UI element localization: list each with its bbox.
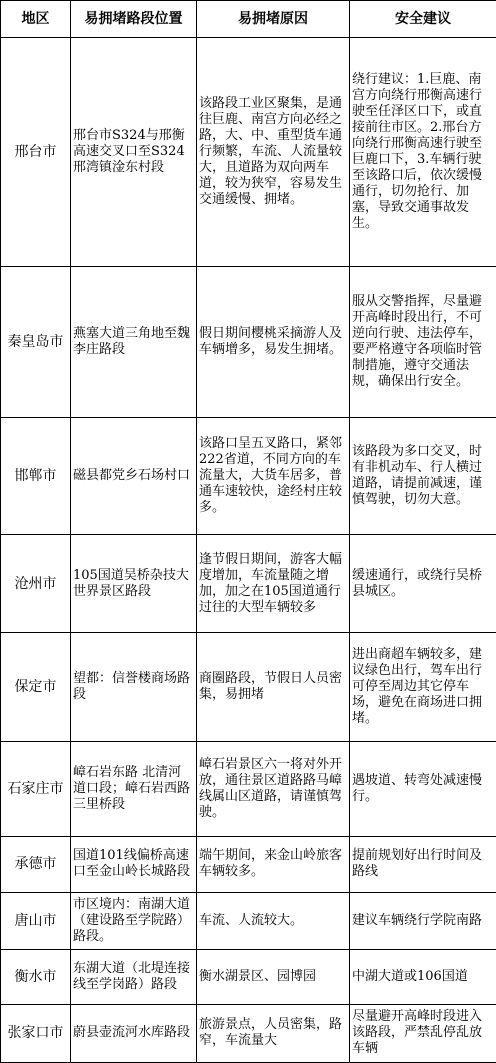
cell-region: 邢台市 [1, 38, 71, 267]
cell-region: 秦皇岛市 [1, 267, 71, 417]
table-row [1, 267, 496, 417]
cell-region: 石家庄市 [1, 742, 71, 836]
cell-reason: 假日期间樱桃采摘游人及车辆增多，易发生拥堵。 [197, 267, 350, 417]
header-region: 地区 [1, 1, 71, 38]
table-row [1, 742, 496, 836]
cell-advice: 尽量避开高峰时段进入该路段，严禁乱停乱放车辆 [350, 1004, 496, 1062]
header-advice: 安全建议 [350, 1, 496, 38]
cell-advice: 进出商超车辆较多，建议绿色出行，驾车出行可停至周边其它停车场，避免在商场进口拥堵。 [350, 633, 496, 742]
table-row [1, 1004, 496, 1062]
cell-advice: 缓速通行，或绕行吴桥县城区。 [350, 534, 496, 632]
cell-reason: 商圈路段，节假日人员密集，易拥堵 [197, 633, 350, 742]
cell-location: 市区境内：南湖大道（建设路至学院路）路段。 [71, 892, 197, 949]
table-row [1, 417, 496, 534]
cell-reason: 该路段工业区聚集，是通往巨鹿、南宫方向必经之路，大、中、重型货车通行频繁，车流、人流量较大，且道路为双向两车道，较为狭窄，容易发生交通缓慢、拥堵。 [197, 38, 350, 267]
cell-advice: 提前规划好出行时间及路线 [350, 836, 496, 892]
cell-location: 嶂石岩东路 北清河道口段；嶂石岩西路 三里桥段 [71, 742, 197, 836]
cell-reason: 车流、人流较大。 [197, 892, 350, 949]
cell-advice: 中湖大道或106国道 [350, 949, 496, 1004]
cell-advice: 建议车辆绕行学院南路 [350, 892, 496, 949]
cell-region: 邯郸市 [1, 417, 71, 534]
cell-reason: 旅游景点，人员密集，路窄，车流量大 [197, 1004, 350, 1062]
cell-location: 邢台市S324与邢衡高速交叉口至S324邢湾镇淦东村段 [71, 38, 197, 267]
table-row [1, 949, 496, 1004]
table-row [1, 892, 496, 949]
cell-reason: 衡水湖景区、园博园 [197, 949, 350, 1004]
cell-location: 燕塞大道三角地至魏李庄路段 [71, 267, 197, 417]
cell-advice: 遇坡道、转弯处减速慢行。 [350, 742, 496, 836]
cell-location: 磁县都党乡石场村口 [71, 417, 197, 534]
cell-location: 105国道吴桥杂技大世界景区路段 [71, 534, 197, 632]
table-row [1, 38, 496, 267]
cell-reason: 嶂石岩景区六一将对外开放，通往景区道路路马嶂线属山区道路，请谨慎驾驶。 [197, 742, 350, 836]
cell-advice: 服从交警指挥，尽量避开高峰时段出行，不可逆向行驶、违法停车，要严格遵守各项临时管制措施，遵守交通法规，确保出行安全。 [350, 267, 496, 417]
cell-region: 衡水市 [1, 949, 71, 1004]
cell-region: 承德市 [1, 836, 71, 892]
cell-advice: 该路段为多口交叉，时有非机动车、行人横过道路，请提前减速，谨慎驾驶，切勿大意。 [350, 417, 496, 534]
table-header-row [1, 1, 496, 38]
cell-region: 保定市 [1, 633, 71, 742]
cell-advice: 绕行建议：1.巨鹿、南宫方向绕行邢衡高速行驶至任泽区口下，或直接前往市区。2.邢台方向绕行邢衡高速行驶至巨鹿口下，3.车辆行驶至该路口后，依次缓慢通行，切勿抢行、加塞，导致交通事故发生。 [350, 38, 496, 267]
table-row [1, 633, 496, 742]
cell-reason: 逢节假日期间，游客大幅度增加，车流量随之增加，加之在105国道通行过往的大型车辆较多 [197, 534, 350, 632]
cell-reason: 该路口呈五叉路口，紧邻222省道，不同方向的车流量大，大货车居多，普通车速较快，途经村庄较多。 [197, 417, 350, 534]
header-reason: 易拥堵原因 [197, 1, 350, 38]
cell-region: 唐山市 [1, 892, 71, 949]
cell-location: 国道101线偏桥高速口至金山岭长城路段 [71, 836, 197, 892]
table-row [1, 534, 496, 632]
cell-location: 东湖大道（北堤连接线至学岗路）路段 [71, 949, 197, 1004]
header-location: 易拥堵路段位置 [71, 1, 197, 38]
table-row [1, 836, 496, 892]
cell-reason: 端午期间，来金山岭旅客车辆较多。 [197, 836, 350, 892]
cell-region: 张家口市 [1, 1004, 71, 1062]
cell-location: 望都：信誉楼商场路段 [71, 633, 197, 742]
cell-location: 蔚县壶流河水库路段 [71, 1004, 197, 1062]
cell-region: 沧州市 [1, 534, 71, 632]
